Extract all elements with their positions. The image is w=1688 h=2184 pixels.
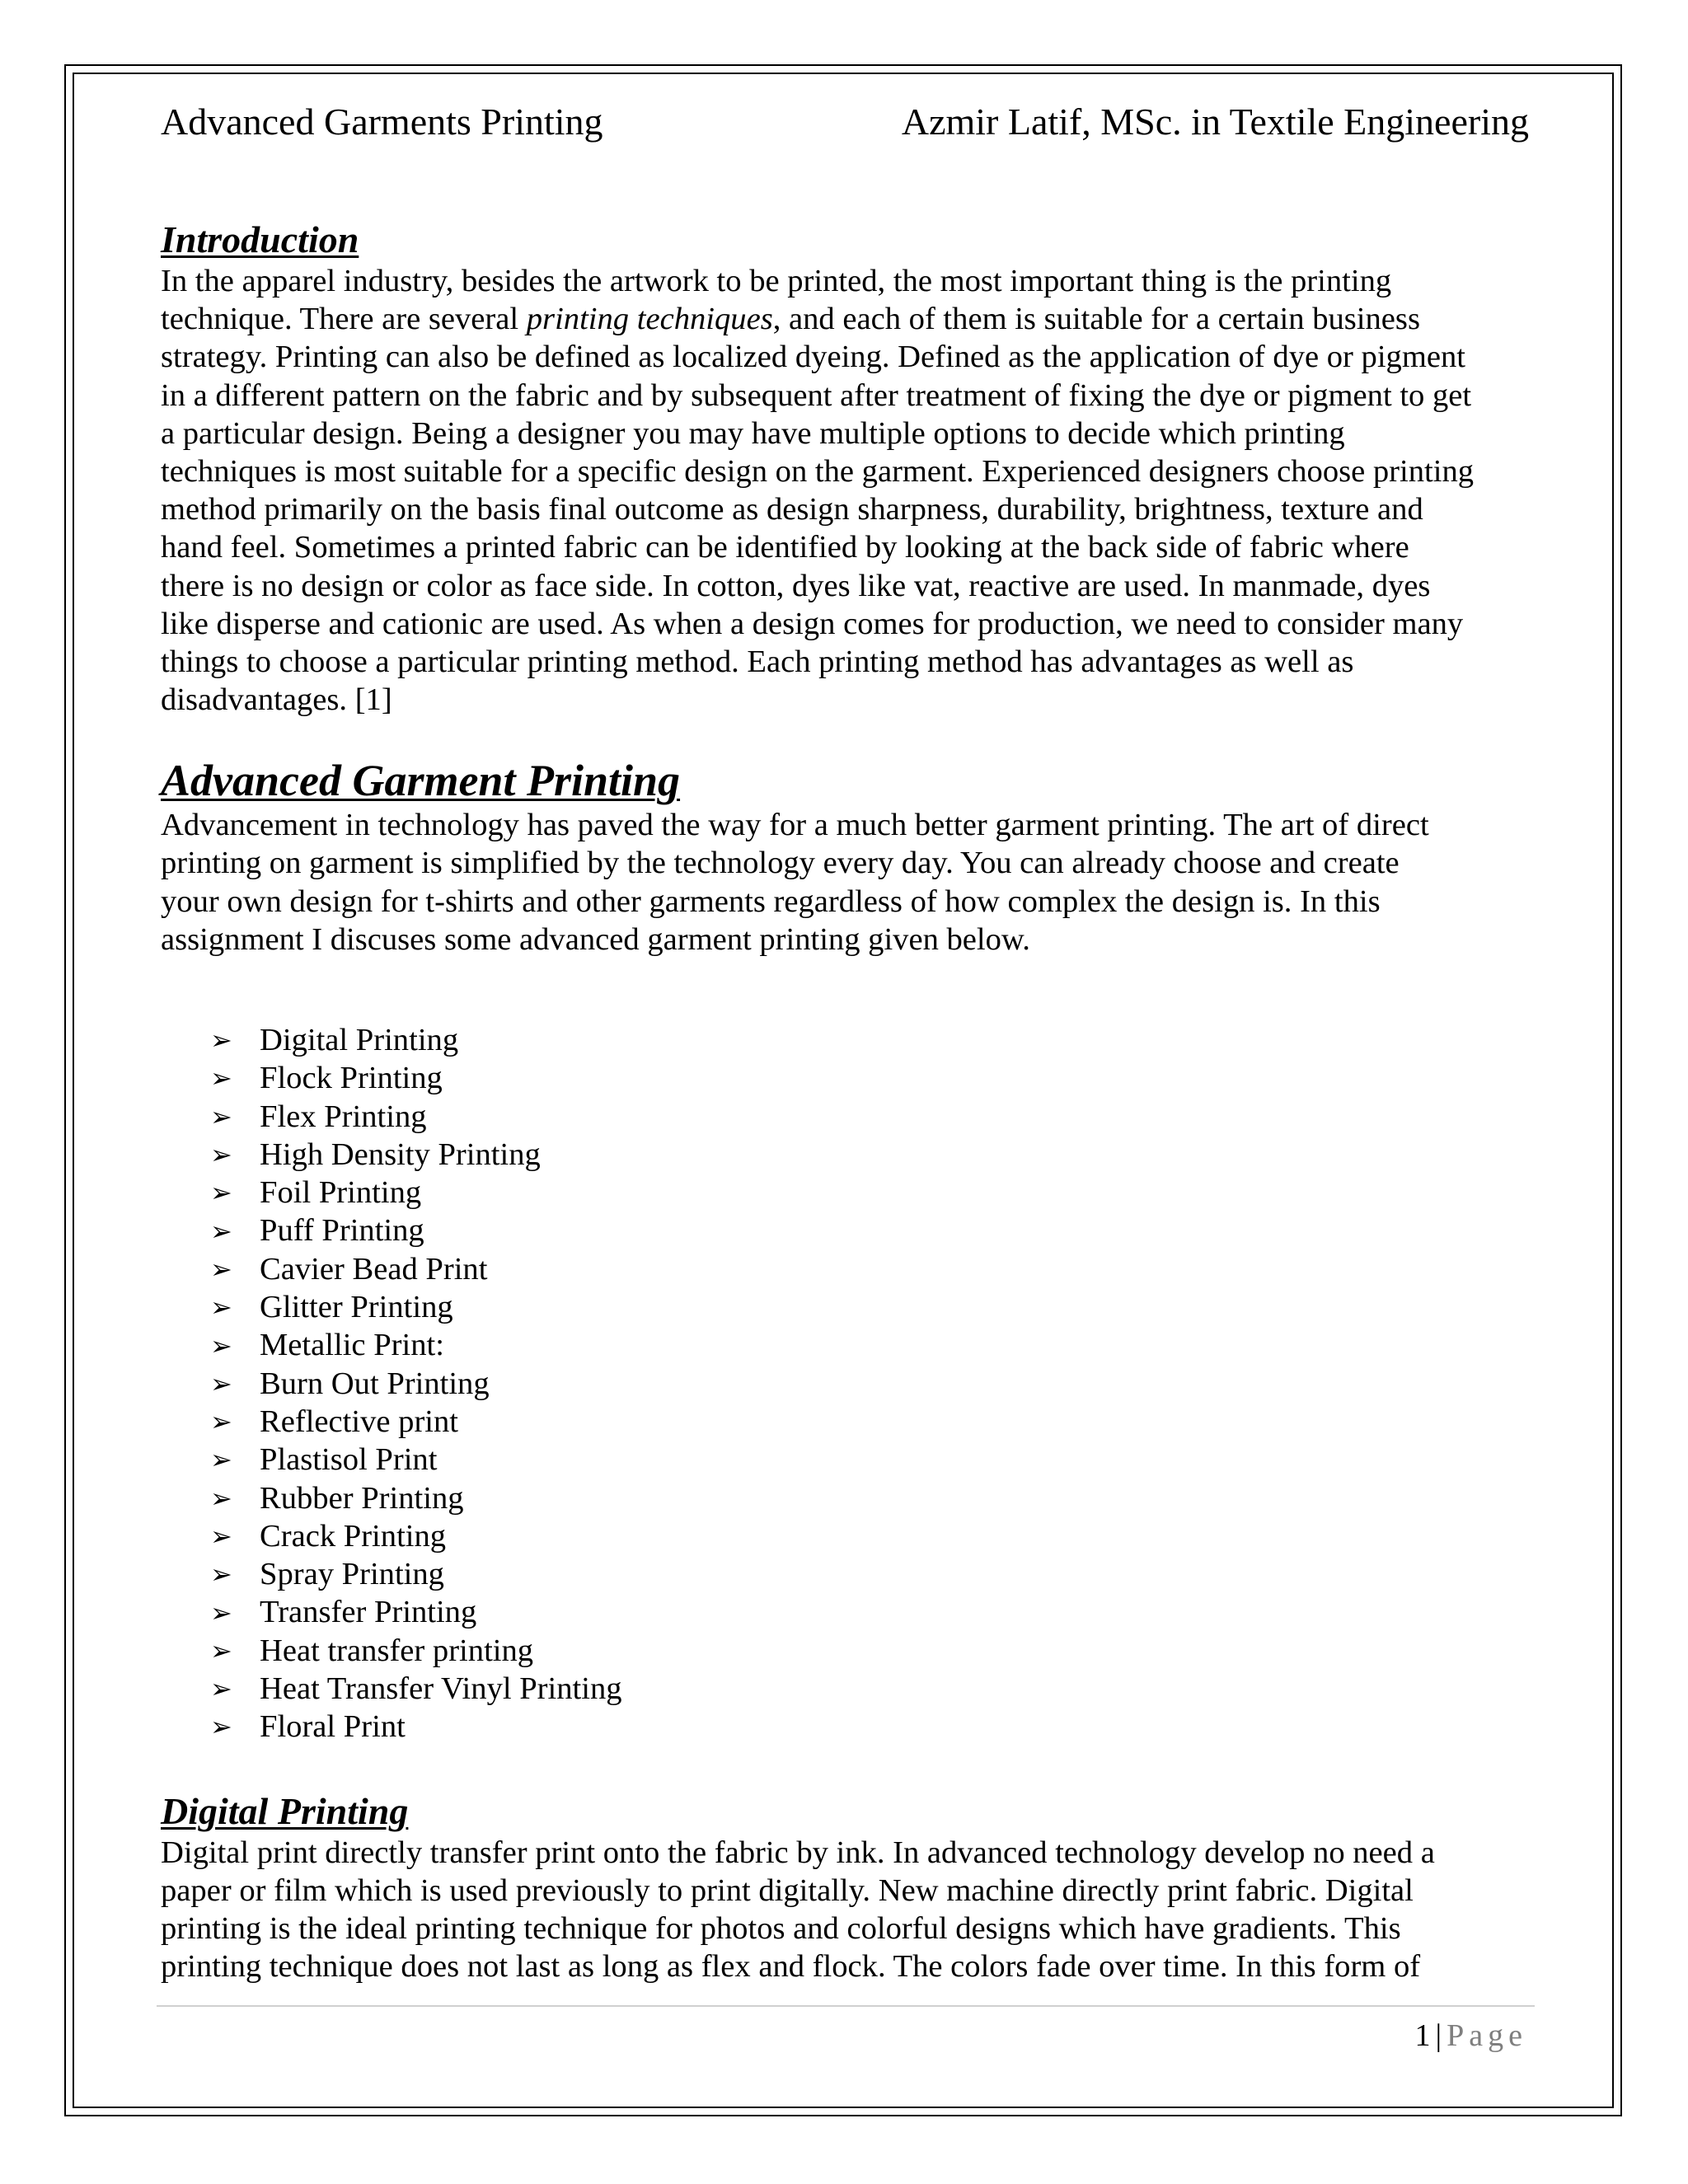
arrowhead-bullet-icon: ➢ xyxy=(210,1558,232,1591)
paragraph-line: method primarily on the basis final outcome as design sharpness, durability, brightness, texture and xyxy=(161,492,1423,527)
printing-methods-list xyxy=(161,1021,1529,1746)
arrowhead-bullet-icon: ➢ xyxy=(210,1482,232,1514)
arrowhead-bullet-icon: ➢ xyxy=(210,1100,232,1132)
page-content xyxy=(161,92,1529,1985)
list-item-label: Plastisol Print xyxy=(260,1442,438,1478)
arrowhead-bullet-icon: ➢ xyxy=(210,1329,232,1361)
paragraph-line: hand feel. Sometimes a printed fabric can be identified by looking at the back side of fabric where xyxy=(161,530,1409,565)
arrowhead-bullet-icon: ➢ xyxy=(210,1673,232,1705)
list-item-label: Cavier Bead Print xyxy=(260,1251,488,1286)
arrowhead-bullet-icon: ➢ xyxy=(210,1367,232,1399)
list-item-label: Flock Printing xyxy=(260,1061,443,1096)
paragraph-line: printing is the ideal printing technique for photos and colorful designs which have gradients. This xyxy=(161,1911,1401,1947)
header-author: Azmir Latif, MSc. in Textile Engineering xyxy=(901,101,1529,143)
introduction-heading: Introduction xyxy=(161,218,359,260)
footer-separator: | xyxy=(1435,2018,1442,2053)
list-item xyxy=(210,1098,1529,1136)
arrowhead-bullet-icon: ➢ xyxy=(210,1521,232,1552)
digital-printing-paragraph xyxy=(161,1834,1529,1986)
list-item-label: Heat transfer printing xyxy=(260,1633,534,1668)
paragraph-line: In the apparel industry, besides the artwork to be printed, the most important thing is the printing xyxy=(161,264,1392,298)
list-item-label: Floral Print xyxy=(260,1709,406,1745)
page-footer xyxy=(1415,2018,1527,2054)
list-item-label: Burn Out Printing xyxy=(260,1366,490,1401)
list-item-label: Transfer Printing xyxy=(260,1595,477,1630)
page-number: 1 xyxy=(1414,2018,1431,2053)
text-run: , and each of them is suitable for a certain business xyxy=(772,302,1420,337)
arrowhead-bullet-icon: ➢ xyxy=(210,1596,232,1629)
paragraph-line: in a different pattern on the fabric and by subsequent after treatment of fixing the dye or pigment to get xyxy=(161,377,1472,413)
list-item-label: Reflective print xyxy=(260,1404,459,1439)
paragraph-line: strategy. Printing can also be defined as localized dyeing. Defined as the application of dye or pigment xyxy=(161,340,1465,375)
paragraph-line: a particular design. Being a designer you may have multiple options to decide which printing xyxy=(161,415,1345,451)
list-item-label: Spray Printing xyxy=(260,1557,444,1592)
arrowhead-bullet-icon: ➢ xyxy=(210,1291,232,1324)
list-item xyxy=(210,1059,1529,1097)
list-item xyxy=(210,1479,1529,1517)
list-item-label: Rubber Printing xyxy=(260,1480,464,1516)
list-item xyxy=(210,1555,1529,1593)
list-item xyxy=(210,1212,1529,1249)
arrowhead-bullet-icon: ➢ xyxy=(210,1253,232,1285)
header-document-title: Advanced Garments Printing xyxy=(161,101,603,143)
list-item xyxy=(210,1593,1529,1631)
text-run: technique. There are several xyxy=(161,302,527,337)
paragraph-line: printing technique does not last as long as flex and flock. The colors fade over time. In this form of xyxy=(161,1949,1421,1985)
list-item xyxy=(210,1670,1529,1708)
list-item xyxy=(210,1021,1529,1059)
arrowhead-bullet-icon: ➢ xyxy=(210,1177,232,1209)
arrowhead-bullet-icon: ➢ xyxy=(210,1062,232,1094)
list-item xyxy=(210,1708,1529,1746)
paragraph-line: Advancement in technology has paved the way for a much better garment printing. The art of direct xyxy=(161,808,1429,843)
paragraph-line: assignment I discuses some advanced garment printing given below. xyxy=(161,921,1030,957)
paragraph-line: like disperse and cationic are used. As when a design comes for production, we need to consider many xyxy=(161,606,1464,641)
paragraph-line: printing on garment is simplified by the technology every day. You can already choose and create xyxy=(161,846,1400,881)
list-item-label: Crack Printing xyxy=(260,1518,447,1554)
paragraph-line: disadvantages. [1] xyxy=(161,682,392,718)
list-item xyxy=(210,1326,1529,1364)
list-item-label: Foil Printing xyxy=(260,1175,422,1211)
list-item xyxy=(210,1174,1529,1212)
paragraph-line: your own design for t-shirts and other garments regardless of how complex the design is. In this xyxy=(161,883,1381,919)
list-item-label: Glitter Printing xyxy=(260,1290,453,1325)
advanced-garment-printing-heading: Advanced Garment Printing xyxy=(161,756,681,806)
list-item-label: Digital Printing xyxy=(260,1023,459,1057)
list-item xyxy=(210,1136,1529,1174)
list-item xyxy=(210,1441,1529,1479)
list-item xyxy=(210,1365,1529,1403)
page-header xyxy=(161,92,1529,152)
list-item-label: High Density Printing xyxy=(260,1137,541,1172)
paragraph-line: there is no design or color as face side. In cotton, dyes like vat, reactive are used. In manmade, dyes xyxy=(161,568,1431,603)
arrowhead-bullet-icon: ➢ xyxy=(210,1444,232,1476)
footer-rule xyxy=(157,2005,1535,2007)
list-item xyxy=(210,1288,1529,1326)
digital-printing-heading: Digital Printing xyxy=(161,1789,409,1832)
advanced-paragraph xyxy=(161,806,1529,958)
paragraph-line: paper or film which is used previously to print digitally. New machine directly print fabric. Digital xyxy=(161,1872,1414,1908)
list-item xyxy=(210,1517,1529,1555)
arrowhead-bullet-icon: ➢ xyxy=(210,1215,232,1247)
arrowhead-bullet-icon: ➢ xyxy=(210,1024,232,1057)
page-label: Page xyxy=(1447,2018,1527,2053)
arrowhead-bullet-icon: ➢ xyxy=(210,1711,232,1743)
italic-term: printing techniques xyxy=(526,302,773,337)
list-item xyxy=(210,1250,1529,1288)
paragraph-line: Digital print directly transfer print onto the fabric by ink. In advanced technology develop no need a xyxy=(161,1835,1435,1870)
arrowhead-bullet-icon: ➢ xyxy=(210,1139,232,1171)
paragraph-line: things to choose a particular printing method. Each printing method has advantages as well as xyxy=(161,644,1354,679)
paragraph-line xyxy=(161,300,1529,338)
list-item xyxy=(210,1632,1529,1670)
list-item-label: Puff Printing xyxy=(260,1213,424,1249)
list-item-label: Flex Printing xyxy=(260,1099,427,1134)
arrowhead-bullet-icon: ➢ xyxy=(210,1634,232,1666)
introduction-paragraph xyxy=(161,262,1529,719)
list-item-label: Heat Transfer Vinyl Printing xyxy=(260,1671,622,1707)
arrowhead-bullet-icon: ➢ xyxy=(210,1406,232,1438)
list-item xyxy=(210,1403,1529,1441)
paragraph-line: techniques is most suitable for a specific design on the garment. Experienced designers choose printing xyxy=(161,453,1475,489)
list-item-label: Metallic Print: xyxy=(260,1328,444,1363)
